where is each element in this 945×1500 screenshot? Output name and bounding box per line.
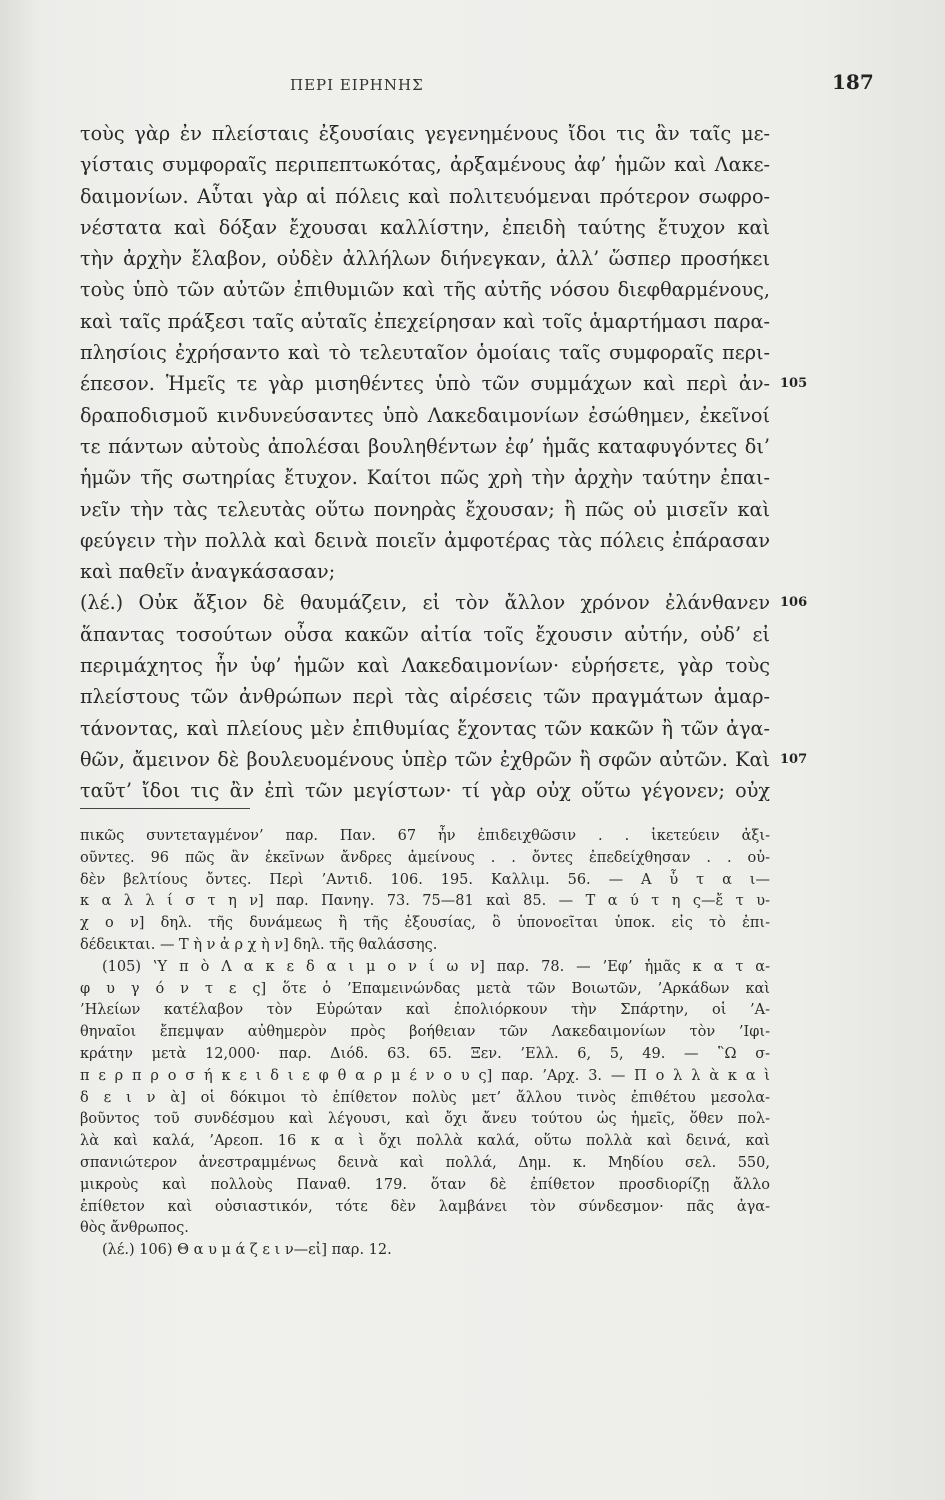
footnote-line-content: θὸς ἄνθρωπος. bbox=[80, 1220, 189, 1237]
text-line-content: γίσταις συμφοραῖς περιπεπτωκότας, ἀρξαμένους ἀφ’ ἡμῶν καὶ Λακε- bbox=[80, 153, 770, 177]
footnote-line bbox=[80, 1131, 770, 1153]
text-line bbox=[80, 587, 808, 618]
text-line-content: καὶ ταῖς πράξεσι ταῖς αὐταῖς ἐπεχείρησαν καὶ τοῖς ἁμαρτήμασι παρα- bbox=[80, 309, 770, 333]
footnote-line-content: χ ο ν] δηλ. τῆς δυνάμεως ἢ τῆς ἐξουσίας, ὃ ὑπονοεῖται ὑποκ. εἰς τὸ ἐπι- bbox=[80, 915, 770, 932]
footnote-line bbox=[80, 979, 770, 1001]
text-line bbox=[80, 525, 770, 556]
footnote-line-content: λὰ καὶ καλά, ’Αρεοπ. 16 κ α ὶ ὄχι πολλὰ καλά, οὕτω πολλὰ καὶ δεινά, καὶ bbox=[80, 1133, 770, 1150]
footnote-line bbox=[80, 913, 770, 935]
text-line-content: τοὺς γὰρ ἐν πλείσταις ἐξουσίαις γεγενημένους ἴδοι τις ἂν ταῖς με- bbox=[80, 122, 770, 145]
text-line bbox=[80, 462, 770, 493]
text-line-content: τὴν ἀρχὴν ἔλαβον, οὐδὲν ἀλλήλων διήνεγκαν, ἀλλ’ ὥσπερ προσήκει bbox=[80, 247, 770, 271]
footnote-line-content: π ε ρ π ρ ο σ ή κ ε ι δ ι ε φ θ α ρ μ έ ν ο υ ς] παρ. ’Αρχ. 3. — Π ο λ λ ὰ κ α ὶ bbox=[80, 1067, 770, 1084]
text-line bbox=[80, 619, 770, 650]
footnote-line-content: μικροὺς καὶ πολλοὺς Παναθ. 179. ὅταν δὲ ἐπίθετον προσδιορίζῃ ἄλλο bbox=[80, 1176, 770, 1193]
text-line-content: θῶν, ἄμεινον δὲ βουλευομένους ὑπὲρ τῶν ἐχθρῶν ἢ σφῶν αὐτῶν. Καὶ bbox=[80, 747, 770, 771]
text-line bbox=[80, 306, 770, 337]
section-number: 107 bbox=[780, 751, 808, 767]
footnote-line-content: φ υ γ ό ν τ ε ς] ὅτε ὁ ’Επαμεινώνδας μετὰ τῶν Βοιωτῶν, ’Αρκάδων καὶ bbox=[80, 980, 770, 997]
text-line bbox=[80, 212, 770, 243]
footnote-divider bbox=[80, 808, 250, 809]
text-line bbox=[80, 431, 770, 462]
footnote-line bbox=[80, 870, 770, 892]
text-line bbox=[80, 556, 770, 587]
text-line-content: πλησίοις ἐχρήσαντο καὶ τὸ τελευταῖον ὁμοίαις ταῖς συμφοραῖς περι- bbox=[80, 341, 770, 365]
text-line bbox=[80, 744, 808, 775]
section-number: 106 bbox=[780, 595, 808, 611]
text-line bbox=[80, 118, 770, 149]
text-line-content: ταῦτ’ ἴδοι τις ἂν ἐπὶ τῶν μεγίστων· τί γὰρ οὐχ οὕτω γέγονεν; οὐχ bbox=[80, 779, 770, 803]
footnote-line bbox=[80, 1109, 770, 1131]
footnote-line bbox=[80, 1022, 770, 1044]
footnote-line bbox=[80, 1240, 770, 1262]
footnote-line-content: ἐπίθετον καὶ οὐσιαστικόν, τότε δὲν λαμβάνει τὸν σύνδεσμον· πᾶς ἀγα- bbox=[80, 1198, 770, 1215]
footnote-line-content: ’Ηλείων κατέλαβον τὸν Εὐρώταν καὶ ἐπολιόρκουν τὴν Σπάρτην, οἱ ’Α- bbox=[80, 1002, 770, 1019]
footnote-line-content: πικῶς συντεταγμένον’ παρ. Παν. 67 ἦν ἐπιδειχθῶσιν . . ἱκετεύειν ἀξι- bbox=[80, 828, 770, 844]
text-line-content: δραποδισμοῦ κινδυνεύσαντες ὑπὸ Λακεδαιμονίων ἐσώθημεν, ἐκεῖνοί bbox=[80, 403, 770, 427]
text-line-content: ἡμῶν τῆς σωτηρίας ἔτυχον. Καίτοι πῶς χρὴ τὴν ἀρχὴν ταύτην ἐπαι- bbox=[80, 466, 770, 490]
text-line-content: πλείστους τῶν ἀνθρώπων περὶ τὰς αἱρέσεις τῶν πραγμάτων ἁμαρ- bbox=[80, 685, 770, 709]
footnote-line bbox=[80, 1197, 770, 1219]
text-line-content: καὶ παθεῖν ἀναγκάσασαν; bbox=[80, 560, 336, 584]
footnote-line bbox=[80, 957, 770, 979]
text-line bbox=[80, 650, 770, 681]
footnote-line bbox=[80, 891, 770, 913]
page-header bbox=[0, 70, 945, 100]
footnote-line-content: σπανιώτερον ἀνεστραμμένως δεινὰ καὶ πολλά, Δημ. κ. Μηδίου σελ. 550, bbox=[80, 1154, 770, 1171]
text-line bbox=[80, 149, 770, 180]
footnote-line bbox=[80, 935, 770, 957]
text-line-content: περιμάχητος ἦν ὑφ’ ἡμῶν καὶ Λακεδαιμονίων· εὑρήσετε, γὰρ τοὺς bbox=[80, 654, 770, 678]
running-title: ΠΕΡΙ ΕΙΡΗΝΗΣ bbox=[290, 76, 424, 94]
footnote-line-content: δ ε ι ν ὰ] οἱ δόκιμοι τὸ ἐπίθετον πολὺς μετ’ ἄλλου τινὸς ἐπιθέτου μεσολα- bbox=[80, 1089, 770, 1106]
section-number: 105 bbox=[780, 376, 808, 392]
text-line-content: (λέ.) Οὐκ ἄξιον δὲ θαυμάζειν, εἰ τὸν ἄλλον χρόνον ἐλάνθανεν bbox=[80, 591, 770, 615]
footnote-line bbox=[80, 1175, 770, 1197]
text-line-content: τοὺς ὑπὸ τῶν αὐτῶν ἐπιθυμιῶν καὶ τῆς αὐτῆς νόσου διεφθαρμένους, bbox=[80, 278, 770, 302]
footnote-line bbox=[80, 1066, 770, 1088]
footnote-line bbox=[80, 1218, 770, 1240]
footnote-line-content: δέδεικται. — Τ ὴ ν ἀ ρ χ ὴ ν] δηλ. τῆς θαλάσσης. bbox=[80, 936, 438, 953]
text-line bbox=[80, 494, 770, 525]
text-line bbox=[80, 681, 770, 712]
text-line bbox=[80, 775, 770, 806]
footnote-line-content: (105) ‛Υ π ὸ Λ α κ ε δ α ι μ ο ν ί ω ν] παρ. 78. — ’Εφ’ ἡμᾶς κ α τ α- bbox=[102, 958, 770, 975]
main-text bbox=[80, 118, 808, 807]
text-line bbox=[80, 243, 770, 274]
text-line bbox=[80, 400, 770, 431]
footnote-line-content: οῦντες. 96 πῶς ἂν ἐκεῖνων ἄνδρες ἀμείνους . . ὄντες ἐπεδείχθησαν . . οὐ- bbox=[80, 849, 770, 866]
footnote-line bbox=[80, 1088, 770, 1110]
text-line-content: ἅπαντας τοσούτων οὖσα κακῶν αἰτία τοῖς ἔχουσιν αὐτήν, οὐδ’ εἰ bbox=[80, 622, 770, 646]
page-number: 187 bbox=[832, 70, 874, 94]
text-line bbox=[80, 274, 770, 305]
text-line bbox=[80, 713, 770, 744]
footnote-line-content: θηναῖοι ἔπεμψαν αὐθημερὸν πρὸς βοήθειαν τῶν Λακεδαιμονίων τὸν ’Ιφι- bbox=[80, 1024, 770, 1041]
footnote-line bbox=[80, 848, 770, 870]
footnote-line bbox=[80, 826, 770, 848]
text-line-content: φεύγειν τὴν πολλὰ καὶ δεινὰ ποιεῖν ἀμφοτέρας τὰς πόλεις ἐπάρασαν bbox=[80, 528, 770, 552]
text-line-content: δαιμονίων. Αὗται γὰρ αἱ πόλεις καὶ πολιτευόμεναι πρότερον σωφρο- bbox=[80, 184, 770, 208]
footnote-line-content: (λέ.) 106) Θ α υ μ ά ζ ε ι ν—εἰ] παρ. 12. bbox=[102, 1242, 392, 1259]
footnote-line-content: κράτην μετὰ 12,000· παρ. Διόδ. 63. 65. Ξεν. ’Ελλ. 6, 5, 49. — ῝Ω σ- bbox=[80, 1045, 770, 1062]
text-line bbox=[80, 337, 770, 368]
text-line-content: τάνοντας, καὶ πλείους μὲν ἐπιθυμίας ἔχοντας τῶν κακῶν ἢ τῶν ἀγα- bbox=[80, 716, 770, 740]
text-line-content: τε πάντων αὐτοὺς ἀπολέσαι βουληθέντων ἐφ’ ἡμᾶς καταφυγόντες δι’ bbox=[80, 434, 770, 458]
text-line bbox=[80, 181, 770, 212]
text-line bbox=[80, 368, 808, 399]
footnote-line-content: κ α λ λ ί σ τ η ν] παρ. Πανηγ. 73. 75—81 καὶ 85. — Τ α ύ τ η ς—ἔ τ υ- bbox=[80, 893, 770, 910]
footnote-line-content: δὲν βελτίους ὄντες. Περὶ ’Αντιδ. 106. 195. Καλλιμ. 56. — Α ὗ τ α ι— bbox=[80, 871, 770, 888]
footnote-line bbox=[80, 1153, 770, 1175]
footnotes bbox=[80, 826, 770, 1262]
footnote-line-content: βοῦντος τοῦ συνδέσμου καὶ λέγουσι, καὶ ὄχι ἄνευ τούτου ὡς ἡμεῖς, ὅθεν πολ- bbox=[80, 1111, 770, 1128]
text-line-content: νέστατα καὶ δόξαν ἔχουσαι καλλίστην, ἐπειδὴ ταύτης ἔτυχον καὶ bbox=[80, 215, 770, 239]
footnote-line bbox=[80, 1000, 770, 1022]
text-line-content: έπεσον. Ἡμεῖς τε γὰρ μισηθέντες ὑπὸ τῶν συμμάχων καὶ περὶ ἀν- bbox=[80, 372, 770, 396]
text-line-content: νεῖν τὴν τὰς τελευτὰς οὕτω πονηρὰς ἔχουσαν; ἢ πῶς οὐ μισεῖν καὶ bbox=[80, 497, 770, 521]
footnote-line bbox=[80, 1044, 770, 1066]
